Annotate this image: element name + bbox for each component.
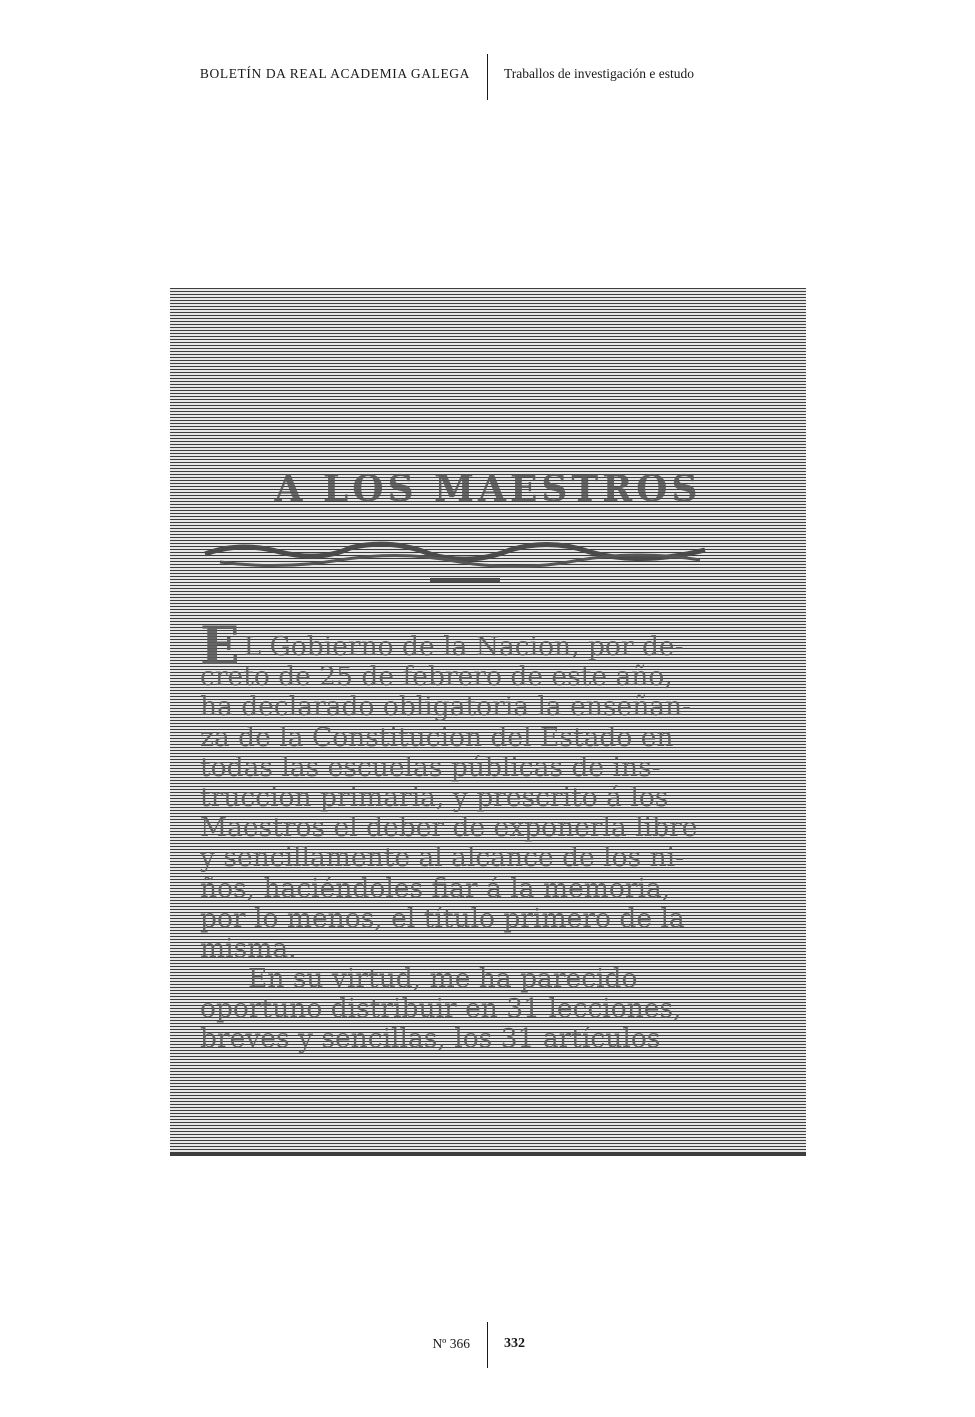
scan-body-text — [200, 616, 704, 1055]
text-line-9: ños, haciéndoles fiar á la memoria, — [200, 872, 671, 904]
header-divider — [487, 54, 488, 100]
scanned-page-image — [170, 288, 806, 1156]
text-line-8: y sencillamente al alcance de los ni- — [200, 842, 685, 874]
text-line-2: creto de 25 de febrero de este año, — [200, 661, 673, 693]
page-number: 332 — [504, 1336, 525, 1351]
text-line-3: ha declarado obligatoria la enseñan- — [200, 691, 692, 723]
text-line-13: oportuno distribuir en 31 lecciones, — [200, 993, 682, 1025]
dropcap: E — [200, 616, 240, 677]
scan-heading: A LOS MAESTROS — [274, 468, 702, 510]
text-line-5: todas las escuelas públicas de ins- — [200, 751, 661, 783]
journal-title: BOLETÍN DA REAL ACADEMIA GALEGA — [199, 66, 470, 81]
section-title: Traballos de investigación e estudo — [504, 66, 694, 81]
text-line-14: breves y sencillas, los 31 artículos — [200, 1023, 661, 1055]
text-line-10: por lo menos, el título primero de la — [200, 902, 685, 934]
running-header — [0, 54, 975, 100]
text-line-1: E L Gobierno de la Nacion, por de- — [200, 616, 684, 677]
text-line-7: Maestros el deber de exponerla libre — [200, 812, 698, 844]
text-line-12: En su virtud, me ha parecido — [248, 963, 638, 995]
issue-number: Nº 366 — [432, 1336, 470, 1351]
text-line-11: misma. — [200, 932, 297, 964]
text-line-6: truccion primaria, y prescrito á los — [200, 781, 669, 813]
footer-divider — [487, 1322, 488, 1368]
ornament-flourish — [200, 536, 710, 596]
running-footer — [0, 1322, 975, 1368]
text-line-4: za de la Constitucion del Estado en — [200, 721, 674, 753]
scan-edge — [170, 1153, 806, 1156]
